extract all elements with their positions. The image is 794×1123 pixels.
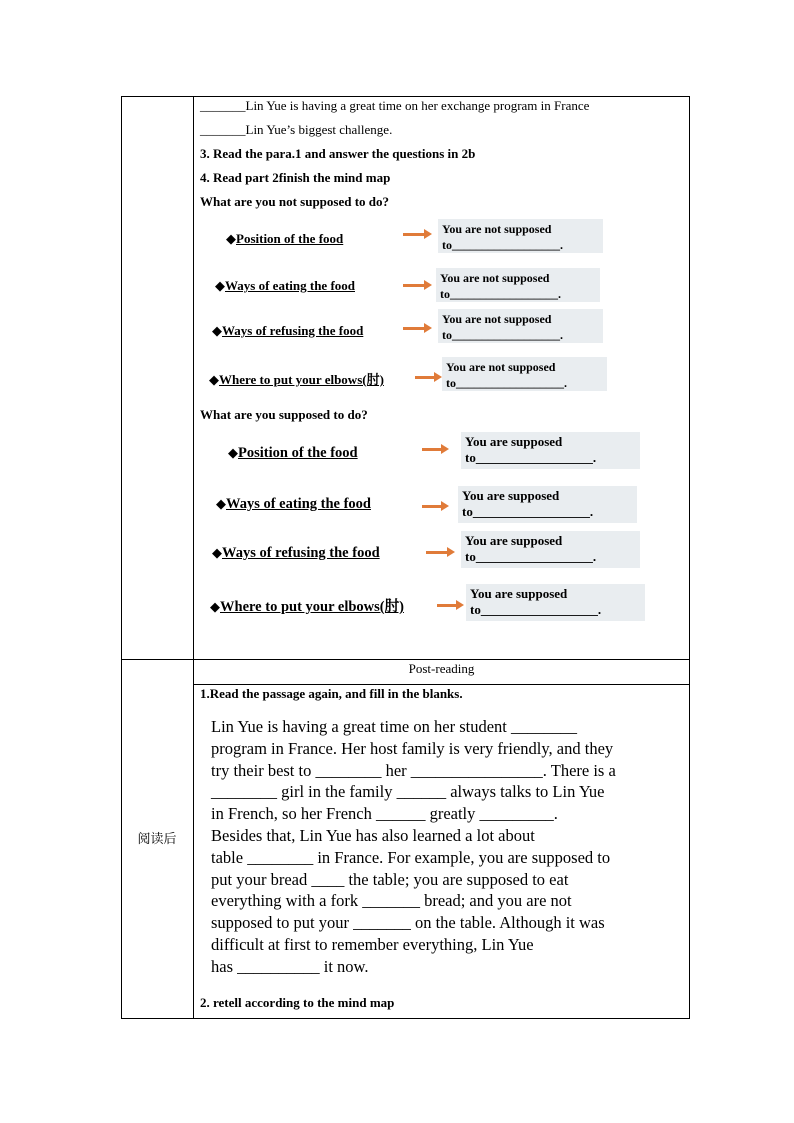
mind-map-topic: ◆Ways of eating the food bbox=[215, 278, 355, 293]
diamond-icon: ◆ bbox=[215, 278, 225, 293]
answer-box: You are supposed to__________________. bbox=[461, 432, 640, 469]
arrow-right-icon bbox=[403, 327, 425, 330]
task-1-instruction: 1.Read the passage again, and fill in the blanks. bbox=[200, 686, 463, 701]
step-3-instruction: 3. Read the para.1 and answer the questions in 2b bbox=[200, 146, 476, 161]
arrow-right-icon bbox=[437, 604, 457, 607]
table-row-divider bbox=[121, 659, 690, 660]
supposed-heading: What are you supposed to do? bbox=[200, 407, 368, 422]
passage-line: in French, so her French ______ greatly _________. bbox=[211, 804, 558, 824]
passage-line: ________ girl in the family ______ always talks to Lin Yue bbox=[211, 782, 605, 802]
diamond-icon: ◆ bbox=[209, 372, 219, 387]
table-border-top bbox=[121, 96, 690, 97]
table-border-col bbox=[193, 96, 194, 1019]
passage-line: Lin Yue is having a great time on her student ________ bbox=[211, 717, 577, 736]
diamond-icon: ◆ bbox=[226, 231, 236, 246]
row-label: 阅读后 bbox=[137, 831, 177, 846]
post-reading-divider bbox=[193, 684, 690, 685]
mind-map-topic: ◆Ways of eating the food bbox=[216, 496, 371, 512]
mind-map-topic: ◆Where to put your elbows(肘) bbox=[209, 372, 384, 387]
passage-line: supposed to put your _______ on the table. Although it was bbox=[211, 913, 605, 933]
passage-line: program in France. Her host family is very friendly, and they bbox=[211, 738, 614, 758]
not-supposed-heading: What are you not supposed to do? bbox=[200, 194, 390, 209]
task-2-instruction: 2. retell according to the mind map bbox=[200, 995, 395, 1010]
passage-line: table ________ in France. For example, you are supposed to bbox=[211, 847, 611, 867]
mind-map-topic: ◆Ways of refusing the food bbox=[212, 323, 364, 338]
passage-line: try their best to ________ her ________________. There is a bbox=[211, 760, 616, 780]
answer-box: You are supposed to__________________. bbox=[466, 584, 645, 621]
passage-line: Besides that, Lin Yue has also learned a lot about bbox=[211, 826, 535, 845]
answer-box: You are not supposed to__________________. bbox=[438, 309, 603, 343]
passage-line: everything with a fork _______ bread; and you are not bbox=[211, 891, 572, 911]
diamond-icon: ◆ bbox=[212, 545, 222, 560]
arrow-right-icon bbox=[426, 551, 448, 554]
answer-box: You are supposed to__________________. bbox=[458, 486, 637, 523]
blank-statement-2: _______Lin Yue’s biggest challenge. bbox=[200, 122, 393, 137]
table-border-left bbox=[121, 96, 122, 1019]
blank-statement-1: _______Lin Yue is having a great time on her exchange program in France bbox=[200, 98, 590, 113]
diamond-icon: ◆ bbox=[216, 496, 226, 511]
passage-line: has __________ it now. bbox=[211, 956, 369, 976]
arrow-right-icon bbox=[415, 376, 435, 379]
answer-box: You are not supposed to__________________. bbox=[438, 219, 603, 253]
mind-map-topic: ◆Position of the food bbox=[226, 231, 344, 246]
mind-map-topic: ◆Position of the food bbox=[228, 445, 358, 461]
mind-map-topic: ◆Ways of refusing the food bbox=[212, 545, 380, 561]
arrow-right-icon bbox=[422, 505, 442, 508]
table-border-bottom bbox=[121, 1018, 690, 1019]
mind-map-topic: ◆Where to put your elbows(肘) bbox=[210, 599, 404, 615]
diamond-icon: ◆ bbox=[210, 599, 220, 614]
passage-line: difficult at first to remember everything, Lin Yue bbox=[211, 935, 534, 954]
diamond-icon: ◆ bbox=[228, 445, 238, 460]
arrow-right-icon bbox=[403, 284, 425, 287]
table-border-right bbox=[689, 96, 690, 1019]
answer-box: You are not supposed to__________________. bbox=[436, 268, 600, 302]
answer-box: You are not supposed to__________________. bbox=[442, 357, 607, 391]
answer-box: You are supposed to__________________. bbox=[461, 531, 640, 568]
post-reading-title: Post-reading bbox=[408, 661, 475, 676]
passage-line: put your bread ____ the table; you are supposed to eat bbox=[211, 869, 569, 889]
step-4-instruction: 4. Read part 2finish the mind map bbox=[200, 170, 391, 185]
diamond-icon: ◆ bbox=[212, 323, 222, 338]
arrow-right-icon bbox=[403, 233, 425, 236]
arrow-right-icon bbox=[422, 448, 442, 451]
